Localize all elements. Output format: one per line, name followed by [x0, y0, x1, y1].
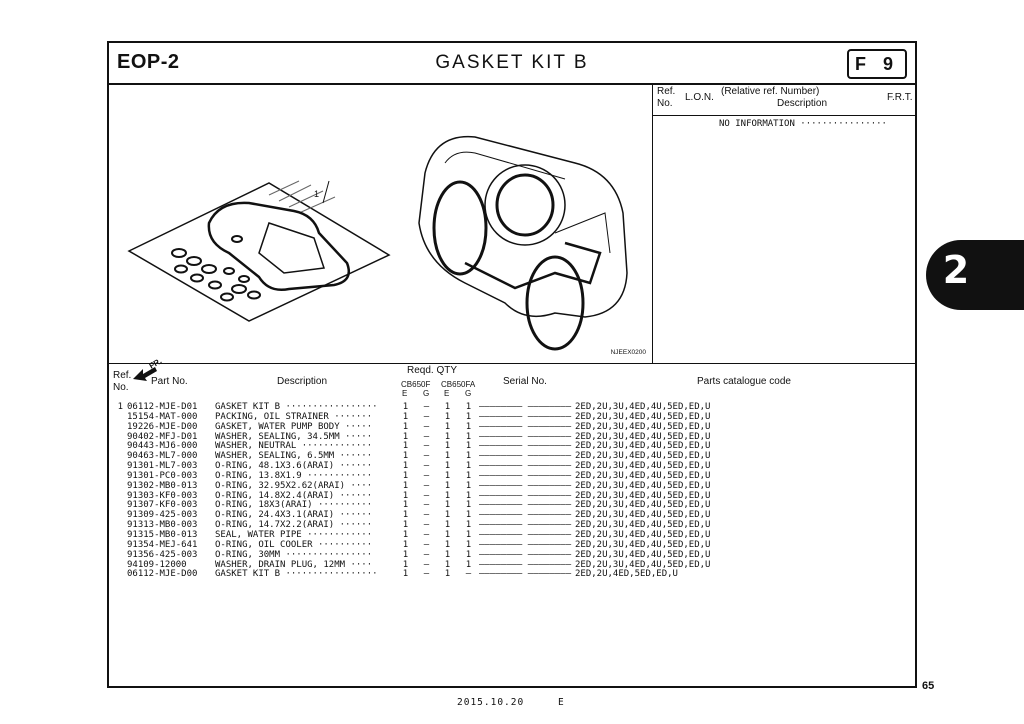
- th-reqd-qty: Reqd. QTY: [407, 365, 458, 376]
- image-code: NJEEX0200: [610, 349, 646, 356]
- qty-cb650f-g-cell: –: [423, 559, 430, 570]
- part-no-cell: 15154-MAT-000: [127, 411, 198, 422]
- qty-cb650f-e-cell: 1: [402, 451, 409, 462]
- qty-cb650f-g-cell: –: [423, 500, 430, 511]
- edition-code: E: [558, 697, 564, 708]
- qty-cb650f-e-cell: 1: [402, 461, 409, 472]
- frt-label: F.R.T.: [887, 92, 913, 103]
- qty-cb650fa-g-cell: 1: [465, 451, 472, 462]
- th-sub-e: E: [402, 389, 408, 398]
- qty-cb650fa-g-cell: 1: [465, 490, 472, 501]
- qty-cb650fa-e-cell: 1: [444, 510, 451, 521]
- qty-cb650f-g-cell: –: [423, 431, 430, 442]
- table-row: [115, 570, 775, 580]
- description-cell: O-RING, 24.4X3.1(ARAI) ······: [215, 510, 373, 521]
- serial-no-cell: –––––––– ––––––––: [479, 549, 572, 560]
- th-ref-2: No.: [113, 382, 129, 393]
- qty-cb650fa-g-cell: 1: [465, 402, 472, 412]
- qty-cb650fa-e-cell: 1: [444, 402, 451, 412]
- qty-cb650f-e-cell: 1: [402, 490, 409, 501]
- qty-cb650fa-e-cell: 1: [444, 451, 451, 462]
- qty-cb650fa-e-cell: 1: [444, 500, 451, 511]
- qty-cb650fa-g-cell: 1: [465, 421, 472, 432]
- part-no-cell: 06112-MJE-D00: [127, 569, 198, 580]
- qty-cb650f-g-cell: –: [423, 510, 430, 521]
- qty-cb650f-e-cell: 1: [402, 402, 409, 412]
- catalogue-code-cell: 2ED,2U,3U,4ED,4U,5ED,ED,U: [575, 402, 711, 412]
- front-label: FR.: [147, 356, 164, 371]
- catalogue-code-cell: 2ED,2U,3U,4ED,4U,5ED,ED,U: [575, 480, 711, 491]
- qty-cb650f-e-cell: 1: [402, 520, 409, 531]
- ref-label-1: Ref.: [657, 86, 676, 97]
- th-sub-g: G: [465, 389, 472, 398]
- th-description: Description: [277, 376, 328, 387]
- qty-cb650f-e-cell: 1: [402, 569, 409, 580]
- callout-number: 1: [314, 189, 320, 199]
- qty-cb650fa-e-cell: 1: [444, 480, 451, 491]
- qty-cb650f-g-cell: –: [423, 461, 430, 472]
- qty-cb650f-e-cell: 1: [402, 549, 409, 560]
- qty-cb650fa-e-cell: 1: [444, 529, 451, 540]
- qty-cb650fa-g-cell: 1: [465, 559, 472, 570]
- part-no-cell: 91307-KF0-003: [127, 500, 198, 511]
- part-no-cell: 91354-MEJ-641: [127, 539, 198, 550]
- qty-cb650f-g-cell: –: [423, 441, 430, 452]
- part-no-cell: 94109-12000: [127, 559, 187, 570]
- th-catalogue-code: Parts catalogue code: [697, 376, 791, 387]
- serial-no-cell: –––––––– ––––––––: [479, 569, 572, 580]
- qty-cb650fa-e-cell: 1: [444, 539, 451, 550]
- qty-cb650f-e-cell: 1: [402, 431, 409, 442]
- serial-no-cell: –––––––– ––––––––: [479, 441, 572, 452]
- serial-no-cell: –––––––– ––––––––: [479, 490, 572, 501]
- qty-cb650fa-g-cell: 1: [465, 500, 472, 511]
- qty-cb650f-g-cell: –: [423, 520, 430, 531]
- qty-cb650fa-g-cell: 1: [465, 549, 472, 560]
- part-no-cell: 19226-MJE-D00: [127, 421, 198, 432]
- catalogue-code-cell: 2ED,2U,3U,4ED,4U,5ED,ED,U: [575, 461, 711, 472]
- catalogue-code-cell: 2ED,2U,3U,4ED,4U,5ED,ED,U: [575, 470, 711, 481]
- description-cell: WASHER, DRAIN PLUG, 12MM ····: [215, 559, 373, 570]
- no-information-text: NO INFORMATION ················: [719, 119, 887, 129]
- qty-cb650fa-e-cell: 1: [444, 559, 451, 570]
- th-serial-no: Serial No.: [503, 376, 547, 387]
- part-no-cell: 91301-PC0-003: [127, 470, 198, 481]
- qty-cb650fa-g-cell: 1: [465, 431, 472, 442]
- catalogue-code-cell: 2ED,2U,3U,4ED,4U,5ED,ED,U: [575, 510, 711, 521]
- lon-label: L.O.N.: [685, 92, 714, 103]
- qty-cb650fa-g-cell: 1: [465, 441, 472, 452]
- catalogue-code-cell: 2ED,2U,3U,4ED,4U,5ED,ED,U: [575, 411, 711, 422]
- part-no-cell: 06112-MJE-D01: [127, 402, 198, 412]
- qty-cb650f-e-cell: 1: [402, 500, 409, 511]
- qty-cb650fa-g-cell: 1: [465, 529, 472, 540]
- qty-cb650f-e-cell: 1: [402, 470, 409, 481]
- qty-cb650f-g-cell: –: [423, 402, 430, 412]
- qty-cb650fa-g-cell: 1: [465, 539, 472, 550]
- description-cell: SEAL, WATER PIPE ············: [215, 529, 373, 540]
- catalogue-code-cell: 2ED,2U,3U,4ED,4U,5ED,ED,U: [575, 431, 711, 442]
- qty-cb650f-g-cell: –: [423, 529, 430, 540]
- qty-cb650fa-g-cell: 1: [465, 461, 472, 472]
- serial-no-cell: –––––––– ––––––––: [479, 451, 572, 462]
- qty-cb650fa-e-cell: 1: [444, 549, 451, 560]
- qty-cb650f-g-cell: –: [423, 549, 430, 560]
- qty-cb650f-e-cell: 1: [402, 421, 409, 432]
- qty-cb650fa-g-cell: 1: [465, 411, 472, 422]
- catalogue-code-cell: 2ED,2U,3U,4ED,4U,5ED,ED,U: [575, 549, 711, 560]
- qty-cb650f-g-cell: –: [423, 451, 430, 462]
- part-no-cell: 90443-MJ6-000: [127, 441, 198, 452]
- reference-panel: [653, 83, 915, 363]
- catalogue-code-cell: 2ED,2U,3U,4ED,4U,5ED,ED,U: [575, 520, 711, 531]
- serial-no-cell: –––––––– ––––––––: [479, 510, 572, 521]
- th-sub-e: E: [444, 389, 450, 398]
- part-no-cell: 91309-425-003: [127, 510, 198, 521]
- relative-ref-label: (Relative ref. Number): [721, 86, 820, 97]
- serial-no-cell: –––––––– ––––––––: [479, 480, 572, 491]
- part-no-cell: 91313-MB0-003: [127, 520, 198, 531]
- qty-cb650f-g-cell: –: [423, 470, 430, 481]
- part-no-cell: 90463-ML7-000: [127, 451, 198, 462]
- qty-cb650fa-g-cell: –: [465, 569, 472, 580]
- th-model-cb650fa: CB650FA: [441, 380, 476, 389]
- serial-no-cell: –––––––– ––––––––: [479, 500, 572, 511]
- gasket-kit-drawing: [119, 143, 419, 323]
- serial-no-cell: –––––––– ––––––––: [479, 529, 572, 540]
- qty-cb650f-e-cell: 1: [402, 441, 409, 452]
- qty-cb650fa-g-cell: 1: [465, 480, 472, 491]
- qty-cb650f-e-cell: 1: [402, 510, 409, 521]
- qty-cb650f-g-cell: –: [423, 480, 430, 491]
- divider: [109, 363, 915, 364]
- description-cell: O-RING, 13.8X1.9 ············: [215, 470, 373, 481]
- serial-no-cell: –––––––– ––––––––: [479, 411, 572, 422]
- description-cell: PACKING, OIL STRAINER ·······: [215, 411, 373, 422]
- part-no-cell: 91303-KF0-003: [127, 490, 198, 501]
- description-cell: WASHER, SEALING, 34.5MM ·····: [215, 431, 373, 442]
- catalogue-code-cell: 2ED,2U,3U,4ED,4U,5ED,ED,U: [575, 441, 711, 452]
- qty-cb650fa-e-cell: 1: [444, 411, 451, 422]
- serial-no-cell: –––––––– ––––––––: [479, 421, 572, 432]
- description-cell: O-RING, 48.1X3.6(ARAI) ······: [215, 461, 373, 472]
- catalogue-code-cell: 2ED,2U,4ED,5ED,ED,U: [575, 569, 678, 580]
- qty-cb650f-e-cell: 1: [402, 529, 409, 540]
- qty-cb650fa-e-cell: 1: [444, 490, 451, 501]
- qty-cb650f-g-cell: –: [423, 421, 430, 432]
- serial-no-cell: –––––––– ––––––––: [479, 461, 572, 472]
- serial-no-cell: –––––––– ––––––––: [479, 402, 572, 412]
- qty-cb650f-g-cell: –: [423, 569, 430, 580]
- qty-cb650fa-e-cell: 1: [444, 431, 451, 442]
- qty-cb650fa-g-cell: 1: [465, 520, 472, 531]
- catalogue-code-cell: 2ED,2U,3U,4ED,4U,5ED,ED,U: [575, 559, 711, 570]
- catalogue-code-cell: 2ED,2U,3U,4ED,4U,5ED,ED,U: [575, 539, 711, 550]
- description-cell: O-RING, 32.95X2.62(ARAI) ····: [215, 480, 373, 491]
- description-label: Description: [777, 98, 828, 109]
- figure-code-badge: F 9: [847, 49, 907, 79]
- page-title: GASKET KIT B: [435, 52, 589, 73]
- qty-cb650fa-e-cell: 1: [444, 461, 451, 472]
- part-no-cell: 91301-ML7-003: [127, 461, 198, 472]
- catalogue-code-cell: 2ED,2U,3U,4ED,4U,5ED,ED,U: [575, 529, 711, 540]
- section-tab[interactable]: [926, 240, 1024, 310]
- qty-cb650f-g-cell: –: [423, 411, 430, 422]
- qty-cb650f-g-cell: –: [423, 539, 430, 550]
- qty-cb650f-g-cell: –: [423, 490, 430, 501]
- serial-no-cell: –––––––– ––––––––: [479, 520, 572, 531]
- qty-cb650fa-e-cell: 1: [444, 470, 451, 481]
- catalogue-code-cell: 2ED,2U,3U,4ED,4U,5ED,ED,U: [575, 451, 711, 462]
- description-cell: O-RING, 18X3(ARAI) ··········: [215, 500, 373, 511]
- description-cell: O-RING, 14.7X2.2(ARAI) ······: [215, 520, 373, 531]
- description-cell: GASKET, WATER PUMP BODY ·····: [215, 421, 373, 432]
- qty-cb650f-e-cell: 1: [402, 411, 409, 422]
- part-no-cell: 91356-425-003: [127, 549, 198, 560]
- qty-cb650fa-e-cell: 1: [444, 421, 451, 432]
- ref-no-cell: 1: [117, 402, 123, 412]
- qty-cb650f-e-cell: 1: [402, 480, 409, 491]
- qty-cb650fa-g-cell: 1: [465, 470, 472, 481]
- th-sub-g: G: [423, 389, 430, 398]
- page-header: [109, 43, 915, 85]
- th-part-no: Part No.: [151, 376, 188, 387]
- th-ref-1: Ref.: [113, 370, 132, 381]
- description-cell: GASKET KIT B ·················: [215, 402, 378, 412]
- divider: [653, 115, 915, 116]
- serial-no-cell: –––––––– ––––––––: [479, 559, 572, 570]
- qty-cb650f-e-cell: 1: [402, 539, 409, 550]
- section-code: EOP-2: [117, 51, 180, 73]
- catalogue-code-cell: 2ED,2U,3U,4ED,4U,5ED,ED,U: [575, 500, 711, 511]
- description-cell: O-RING, 30MM ················: [215, 549, 373, 560]
- page-frame: [107, 41, 917, 688]
- catalogue-code-cell: 2ED,2U,3U,4ED,4U,5ED,ED,U: [575, 421, 711, 432]
- th-model-cb650f: CB650F: [401, 380, 431, 389]
- ref-label-2: No.: [657, 98, 673, 109]
- description-cell: WASHER, NEUTRAL ·············: [215, 441, 373, 452]
- engine-drawing: [405, 113, 645, 353]
- catalogue-code-cell: 2ED,2U,3U,4ED,4U,5ED,ED,U: [575, 490, 711, 501]
- qty-cb650f-e-cell: 1: [402, 559, 409, 570]
- part-no-cell: 91315-MB0-013: [127, 529, 198, 540]
- qty-cb650fa-g-cell: 1: [465, 510, 472, 521]
- publication-date: 2015.10.20: [457, 697, 525, 708]
- qty-cb650fa-e-cell: 1: [444, 569, 451, 580]
- description-cell: O-RING, 14.8X2.4(ARAI) ······: [215, 490, 373, 501]
- serial-no-cell: –––––––– ––––––––: [479, 539, 572, 550]
- description-cell: GASKET KIT B ·················: [215, 569, 378, 580]
- part-no-cell: 90402-MFJ-D01: [127, 431, 198, 442]
- description-cell: WASHER, SEALING, 6.5MM ······: [215, 451, 373, 462]
- qty-cb650fa-e-cell: 1: [444, 441, 451, 452]
- serial-no-cell: –––––––– ––––––––: [479, 470, 572, 481]
- page-number: 65: [922, 680, 935, 692]
- section-tab-number: 2: [942, 248, 970, 292]
- part-no-cell: 91302-MB0-013: [127, 480, 198, 491]
- serial-no-cell: –––––––– ––––––––: [479, 431, 572, 442]
- description-cell: O-RING, OIL COOLER ··········: [215, 539, 373, 550]
- qty-cb650fa-e-cell: 1: [444, 520, 451, 531]
- parts-table-body: [115, 403, 775, 580]
